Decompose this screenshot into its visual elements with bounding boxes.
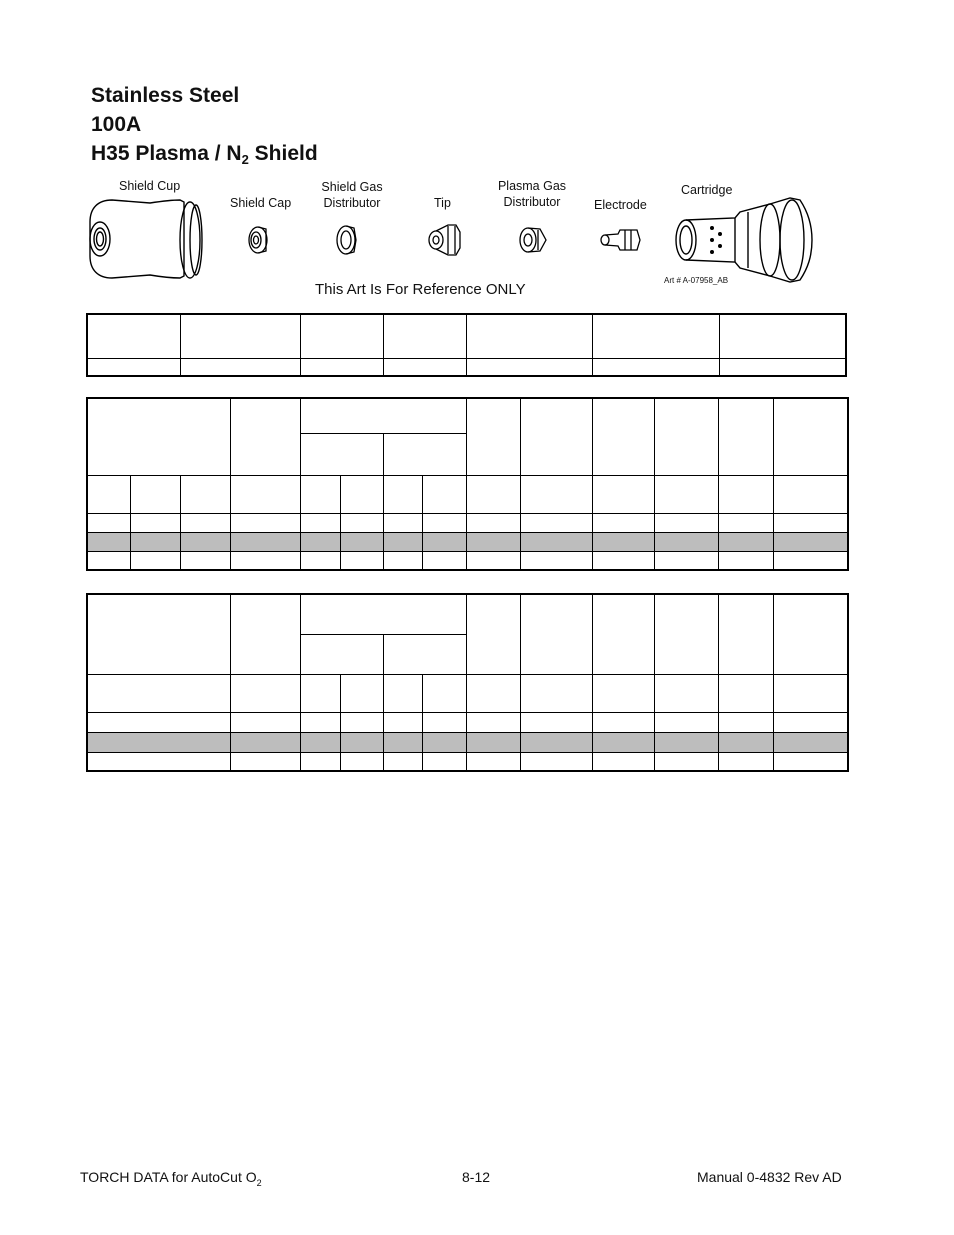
table-cell [654,594,718,674]
table-cell [230,752,300,771]
table-cell [773,532,848,551]
table-row [87,752,848,771]
table-cell [773,475,848,513]
table-cell [300,475,340,513]
table-cell [466,712,520,732]
table-cell [773,594,848,674]
table-cell [654,712,718,732]
table-cell [422,674,466,712]
table-cell [340,732,383,752]
table-cell [520,752,592,771]
table-cell [466,752,520,771]
page-title-current: 100A [91,113,142,136]
table-cell [300,594,466,634]
table-cell [300,732,340,752]
table-cell [654,475,718,513]
table-cell [300,674,340,712]
table-cell [520,475,592,513]
table-cell [466,674,520,712]
table-cell [520,513,592,532]
table-cell [383,712,422,732]
table-cell [773,712,848,732]
table-cell [87,594,230,674]
table-cell [300,752,340,771]
table-cell [87,674,230,712]
table-cell [718,398,773,475]
table-row [87,674,848,712]
gas-prefix: H35 Plasma / N [91,142,242,165]
table-cell [300,712,340,732]
table-cell [654,674,718,712]
art-number: Art # A-07958_AB [664,276,729,285]
table-cell [466,513,520,532]
table-cell [87,314,180,358]
table-cell [466,551,520,570]
table-cell [654,732,718,752]
table-cell [466,475,520,513]
table-cell [87,732,230,752]
cut-data-table-metric [86,397,849,571]
footer-page-number: 8-12 [462,1169,491,1185]
table-cell [466,732,520,752]
table-cell [422,475,466,513]
table-cell [230,551,300,570]
table-cell [340,532,383,551]
table-cell [718,674,773,712]
reference-note: This Art Is For Reference ONLY [315,281,526,298]
table-cell [340,674,383,712]
table-cell [180,551,230,570]
table-cell [718,732,773,752]
table-cell [383,752,422,771]
table-cell [592,475,654,513]
electrode-drawing [601,230,640,250]
footer-title-text: TORCH DATA for AutoCut O [80,1169,257,1185]
table-cell [340,475,383,513]
table-cell [520,398,592,475]
shield-cap-drawing [249,227,267,253]
table-cell [230,475,300,513]
table-cell [383,475,422,513]
table-cell [130,475,180,513]
table-cell [130,551,180,570]
table-cell [773,398,848,475]
table-cell [422,551,466,570]
table-cell [300,398,466,433]
table-cell [230,594,300,674]
table-cell [422,513,466,532]
table-cell [520,551,592,570]
gas-subscript: 2 [241,152,249,167]
page-title-material: Stainless Steel [91,84,240,107]
table-cell [718,551,773,570]
table-row [87,532,848,551]
table-cell [718,752,773,771]
table-cell [718,532,773,551]
table-cell [422,752,466,771]
table-cell [300,551,340,570]
table-cell [592,674,654,712]
table-cell [383,634,466,674]
table-cell [654,551,718,570]
table-cell [422,732,466,752]
table-cell [592,532,654,551]
footer-title-subscript: 2 [256,1178,262,1188]
table-cell [654,398,718,475]
table-cell [180,358,300,376]
table-cell [718,475,773,513]
table-cell [718,513,773,532]
table-cell [592,732,654,752]
label-shield-gas-line2: Distributor [323,196,381,210]
table-cell [466,314,592,358]
table-cell [340,752,383,771]
table-row [87,314,846,358]
label-shield-gas-line1: Shield Gas [321,180,383,194]
table-cell [87,752,230,771]
table-cell [383,513,422,532]
table-cell [87,358,180,376]
table-cell [466,358,592,376]
cartridge-drawing [676,198,812,282]
footer-section-title [80,1169,262,1188]
table-row [87,732,848,752]
table-cell [520,674,592,712]
label-shield-cap: Shield Cap [230,196,292,210]
table-cell [718,712,773,732]
table-cell [520,532,592,551]
label-plasma-gas-line2: Distributor [503,195,561,209]
cut-data-table-imperial [86,593,849,772]
table-cell [592,712,654,732]
table-row [87,712,848,732]
table-cell [383,314,466,358]
table-row [87,475,848,513]
table-cell [180,513,230,532]
table-cell [654,752,718,771]
table-cell [592,752,654,771]
table-cell [230,513,300,532]
table-cell [654,513,718,532]
consumables-illustration [0,0,954,320]
table-cell [719,314,846,358]
table-row [87,594,848,634]
plasma-gas-distributor-drawing [520,228,546,252]
table-cell [180,475,230,513]
table-row [87,551,848,570]
table-cell [87,712,230,732]
label-shield-cup: Shield Cup [119,179,181,193]
table-cell [300,634,383,674]
table-row [87,513,848,532]
part-number-table [86,313,847,377]
table-cell [230,398,300,475]
table-cell [592,594,654,674]
table-cell [718,594,773,674]
table-cell [773,551,848,570]
table-cell [383,732,422,752]
table-cell [654,532,718,551]
shield-gas-distributor-drawing [337,226,356,254]
table-cell [300,358,383,376]
table-cell [773,674,848,712]
table-cell [466,594,520,674]
table-cell [87,475,130,513]
table-cell [87,513,130,532]
table-cell [520,732,592,752]
table-cell [592,551,654,570]
table-cell [230,732,300,752]
table-cell [520,712,592,732]
table-cell [383,551,422,570]
table-cell [422,532,466,551]
table-cell [230,674,300,712]
table-cell [300,532,340,551]
table-cell [719,358,846,376]
table-cell [773,752,848,771]
table-cell [87,551,130,570]
label-cartridge: Cartridge [681,183,733,197]
table-cell [180,314,300,358]
table-row [87,398,848,433]
gas-suffix: Shield [248,142,318,165]
table-cell [466,398,520,475]
table-cell [383,433,466,475]
table-cell [230,532,300,551]
table-cell [300,314,383,358]
label-tip: Tip [434,196,451,210]
table-cell [592,398,654,475]
tip-drawing [429,225,460,255]
table-row [87,358,846,376]
table-cell [340,712,383,732]
table-cell [773,732,848,752]
label-electrode: Electrode [594,198,647,212]
table-cell [87,532,130,551]
table-cell [773,513,848,532]
table-cell [130,532,180,551]
table-cell [592,358,719,376]
table-cell [466,532,520,551]
table-cell [383,358,466,376]
table-cell [340,513,383,532]
table-cell [592,314,719,358]
table-cell [300,433,383,475]
table-cell [592,513,654,532]
table-cell [340,551,383,570]
label-plasma-gas-line1: Plasma Gas [497,179,567,193]
table-cell [130,513,180,532]
footer-manual-number: Manual 0-4832 Rev AD [697,1169,842,1185]
shield-cup-drawing [90,200,202,278]
table-cell [87,398,230,475]
table-cell [300,513,340,532]
table-cell [383,674,422,712]
table-cell [383,532,422,551]
table-cell [422,712,466,732]
table-cell [520,594,592,674]
table-cell [180,532,230,551]
table-cell [230,712,300,732]
